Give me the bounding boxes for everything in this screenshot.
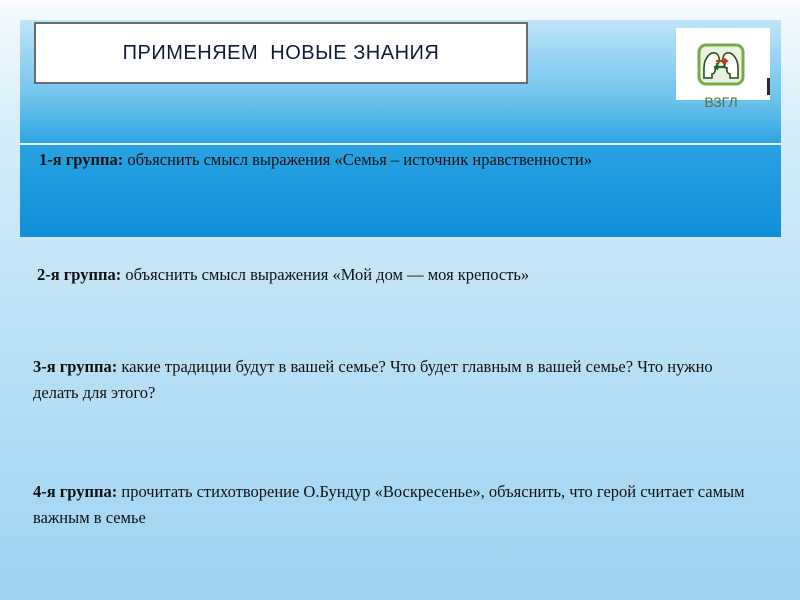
task-group-3-label: 3-я группа: [33,357,118,376]
task-group-1-text: объяснить смысл выражения «Семья – источник нравственности» [127,150,592,169]
task-group-4-label: 4-я группа: [33,482,118,501]
task-group-4-text: прочитать стихотворение О.Бундур «Воскресенье», объяснить, что герой считает самым важным в семье [33,482,745,527]
logo-border-mark [767,78,770,95]
task-group-3 [33,354,753,406]
slide-title: ПРИМЕНЯЕМ НОВЫЕ ЗНАНИЯ [122,41,440,64]
task-group-3-text: какие традиции будут в вашей семье? Что будет главным в вашей семье? Что нужно делать для этого? [33,357,713,402]
task-group-4 [33,479,753,531]
task-group-1-label: 1-я группа: [39,150,124,169]
task-group-1 [39,147,679,173]
logo-caption: ВЗГЛ [704,94,738,110]
logo [676,28,770,110]
banner-divider [20,143,781,145]
task-group-2-text: объяснить смысл выражения «Мой дом — моя крепость» [125,265,530,284]
task-group-2-label: 2-я группа: [37,265,122,284]
two-heads-exchange-icon [676,28,770,110]
title-box [34,22,528,84]
task-group-2 [37,262,757,288]
